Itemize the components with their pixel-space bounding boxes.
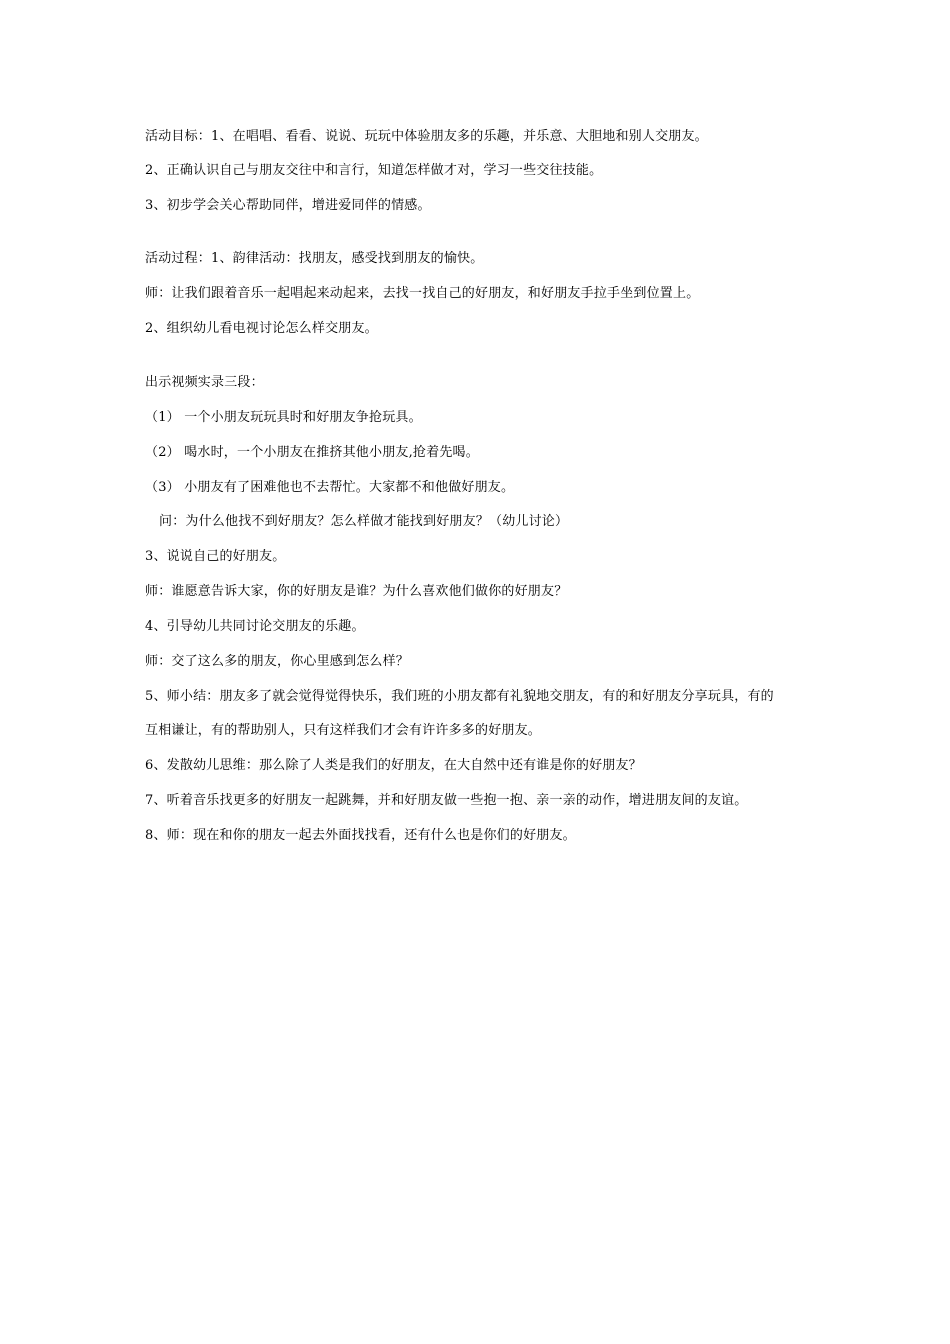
process-5-line: 5、师小结：朋友多了就会觉得觉得快乐，我们班的小朋友都有礼貌地交朋友，有的和好朋友分享玩具，有的 xyxy=(145,689,774,704)
question-line: 问：为什么他找不到好朋友？怎么样做才能找到好朋友？（幼儿讨论） xyxy=(159,514,569,529)
process-3-line: 3、说说自己的好朋友。 xyxy=(145,549,286,564)
goal-2-line: 2、正确认识自己与朋友交往中和言行，知道怎样做才对，学习一些交往技能。 xyxy=(145,163,603,178)
teacher-line-1: 师：让我们跟着音乐一起唱起来动起来，去找一找自己的好朋友，和好朋友手拉手坐到位置上。 xyxy=(145,286,700,301)
process-6-line: 6、发散幼儿思维：那么除了人类是我们的好朋友，在大自然中还有谁是你的好朋友？ xyxy=(145,758,642,773)
process-8-line: 8、师：现在和你的朋友一起去外面找找看，还有什么也是你们的好朋友。 xyxy=(145,828,576,843)
process-4-line: 4、引导幼儿共同讨论交朋友的乐趣。 xyxy=(145,619,365,634)
teacher-line-3: 师：交了这么多的朋友，你心里感到怎么样？ xyxy=(145,654,410,669)
process-5-continued: 互相谦让，有的帮助别人，只有这样我们才会有许许多多的好朋友。 xyxy=(145,723,542,738)
video-item-2: （2） 喝水时，一个小朋友在推挤其他小朋友,抢着先喝。 xyxy=(145,445,479,460)
video-item-3: （3） 小朋友有了困难他也不去帮忙。大家都不和他做好朋友。 xyxy=(145,480,515,495)
goal-1-line: 活动目标：1、在唱唱、看看、说说、玩玩中体验朋友多的乐趣，并乐意、大胆地和别人交朋友。 xyxy=(145,129,708,144)
process-1-line: 活动过程：1、韵律活动：找朋友，感受找到朋友的愉快。 xyxy=(145,251,484,266)
video-item-1: （1） 一个小朋友玩玩具时和好朋友争抢玩具。 xyxy=(145,410,422,425)
goal-3-line: 3、初步学会关心帮助同伴，增进爱同伴的情感。 xyxy=(145,198,431,213)
teacher-line-2: 师：谁愿意告诉大家，你的好朋友是谁？为什么喜欢他们做你的好朋友？ xyxy=(145,584,568,599)
process-7-line: 7、听着音乐找更多的好朋友一起跳舞，并和好朋友做一些抱一抱、亲一亲的动作，增进朋友间的友谊。 xyxy=(145,793,748,808)
video-intro-line: 出示视频实录三段： xyxy=(145,375,264,390)
process-2-line: 2、组织幼儿看电视讨论怎么样交朋友。 xyxy=(145,321,378,336)
